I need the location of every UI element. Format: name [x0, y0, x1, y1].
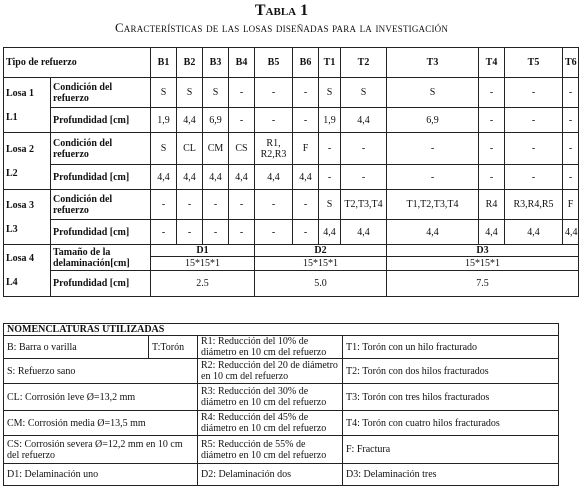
nomenclature-heading: NOMENCLATURAS UTILIZADAS	[4, 324, 559, 336]
table-cell: 15*15*1	[387, 257, 579, 271]
table-cell: 1,9	[319, 108, 341, 133]
losa-name: Losa 1	[6, 87, 35, 99]
table-cell: 4,4	[505, 220, 563, 245]
nomenclature-cell: T4: Torón con cuatro hilos fracturados	[343, 411, 559, 436]
table-cell: 4,4	[341, 108, 387, 133]
table-cell: 4,4	[341, 220, 387, 245]
losa-header	[4, 190, 51, 245]
table-cell: -	[203, 190, 229, 220]
nomenclature-cell: CS: Corrosión severa Ø=12,2 mm en 10 cm del refuerzo	[4, 436, 198, 464]
table-cell: CL	[177, 133, 203, 165]
table-row	[4, 190, 579, 220]
table-cell: -	[341, 165, 387, 190]
losa-name: Losa 4	[6, 253, 35, 264]
table-cell: 5.0	[255, 271, 387, 297]
nomenclature-cell: R1: Reducción del 10% de diámetro en 10 cm del refuerzo	[198, 336, 343, 359]
col-header: B3	[203, 48, 229, 78]
table-row	[4, 108, 579, 133]
table-row	[4, 271, 579, 297]
nomenclature-row	[4, 336, 559, 359]
row-label-depth: Profundidad [cm]	[51, 165, 151, 190]
col-header: T6	[563, 48, 579, 78]
nomenclature-cell: CL: Corrosión leve Ø=13,2 mm	[4, 384, 198, 411]
table-cell: 4,4	[563, 220, 579, 245]
col-header: B6	[293, 48, 319, 78]
losa-code: L4	[6, 277, 18, 288]
table-cell: CS	[229, 133, 255, 165]
nomenclature-cell: D1: Delaminación uno	[4, 464, 198, 486]
table-cell: 6,9	[203, 108, 229, 133]
table-cell: -	[505, 78, 563, 108]
table-cell: T1,T2,T3,T4	[387, 190, 479, 220]
table-cell: -	[293, 78, 319, 108]
table-cell: -	[255, 190, 293, 220]
table-cell: 4,4	[177, 165, 203, 190]
header-label: Tipo de refuerzo	[4, 48, 151, 78]
table-cell: -	[479, 78, 505, 108]
header-row	[4, 48, 579, 78]
losa-code: L2	[6, 167, 18, 179]
table-cell: -	[255, 220, 293, 245]
table-cell: -	[229, 220, 255, 245]
col-header: B4	[229, 48, 255, 78]
table-cell: S	[203, 78, 229, 108]
table-cell: -	[151, 220, 177, 245]
nomenclature-row	[4, 359, 559, 384]
table-cell: R1, R2,R3	[255, 133, 293, 165]
losa-code: L1	[6, 111, 18, 123]
losa-header	[4, 245, 51, 297]
table-cell: -	[177, 220, 203, 245]
table-row	[4, 165, 579, 190]
col-header: B2	[177, 48, 203, 78]
table-cell: 15*15*1	[151, 257, 255, 271]
table-cell: S	[341, 78, 387, 108]
table-cell: -	[341, 133, 387, 165]
table-cell: -	[387, 133, 479, 165]
nomenclature-cell: R3: Reducción del 30% de diámetro en 10 cm del refuerzo	[198, 384, 343, 411]
nomenclature-row	[4, 436, 559, 464]
row-label-depth: Profundidad [cm]	[51, 271, 151, 297]
row-label-condition: Condición del refuerzo	[51, 133, 151, 165]
losa-code: L3	[6, 223, 18, 235]
nomenclature-cell: T2: Torón con dos hilos fracturados	[343, 359, 559, 384]
table-subtitle: Características de las losas diseñadas para la investigación	[114, 20, 449, 35]
table-cell: -	[229, 108, 255, 133]
delamination-header: D1	[151, 245, 255, 257]
col-header: T5	[505, 48, 563, 78]
table-cell: -	[479, 108, 505, 133]
table-cell: -	[563, 108, 579, 133]
table-row	[4, 245, 579, 257]
nomenclature-cell: T1: Torón con un hilo fracturado	[343, 336, 559, 359]
table-cell: -	[479, 165, 505, 190]
table-cell: S	[151, 78, 177, 108]
table-cell: S	[319, 190, 341, 220]
table-cell: 4,4	[229, 165, 255, 190]
table-cell: T2,T3,T4	[341, 190, 387, 220]
nomenclature-cell: S: Refuerzo sano	[4, 359, 198, 384]
table-cell: 15*15*1	[255, 257, 387, 271]
nomenclature-row	[4, 411, 559, 436]
table-cell: S	[319, 78, 341, 108]
table-cell: -	[255, 78, 293, 108]
nomenclature-header-row	[4, 324, 559, 336]
col-header: T3	[387, 48, 479, 78]
table-cell: 1,9	[151, 108, 177, 133]
row-label-depth: Profundidad [cm]	[51, 108, 151, 133]
table-cell: -	[203, 220, 229, 245]
nomenclature-cell: D3: Delaminación tres	[343, 464, 559, 486]
table-cell: 4,4	[255, 165, 293, 190]
col-header: B5	[255, 48, 293, 78]
table-cell: 4,4	[177, 108, 203, 133]
delamination-header: D2	[255, 245, 387, 257]
table-cell: 2.5	[151, 271, 255, 297]
nomenclature-cell: R4: Reducción del 45% de diámetro en 10 cm del refuerzo	[198, 411, 343, 436]
table-cell: -	[151, 190, 177, 220]
table-cell: R3,R4,R5	[505, 190, 563, 220]
col-header: T2	[341, 48, 387, 78]
col-header: T4	[479, 48, 505, 78]
table-cell: -	[319, 165, 341, 190]
nomenclature-cell: CM: Corrosión media Ø=13,5 mm	[4, 411, 198, 436]
table-cell: S	[387, 78, 479, 108]
losa-name: Losa 3	[6, 199, 35, 211]
nomenclature-cell: B: Barra o varilla	[4, 336, 149, 359]
nomenclature-row	[4, 384, 559, 411]
table-cell: S	[177, 78, 203, 108]
table-row	[4, 220, 579, 245]
table-cell: 4,4	[479, 220, 505, 245]
table-cell: -	[293, 190, 319, 220]
table-cell: CM	[203, 133, 229, 165]
table-cell: 4,4	[319, 220, 341, 245]
table-cell: -	[229, 78, 255, 108]
table-cell: 4,4	[203, 165, 229, 190]
table-cell: 6,9	[387, 108, 479, 133]
row-label-depth: Profundidad [cm]	[51, 220, 151, 245]
table-cell: -	[563, 78, 579, 108]
table-cell: -	[563, 133, 579, 165]
table-cell: 4,4	[387, 220, 479, 245]
row-label-condition: Condición del refuerzo	[51, 190, 151, 220]
nomenclature-cell: R2: Reducción del 20 de diámetro en 10 cm del refuerzo	[198, 359, 343, 384]
table-cell: -	[319, 133, 341, 165]
table-cell: 4,4	[293, 165, 319, 190]
table-cell: -	[505, 133, 563, 165]
table-row	[4, 133, 579, 165]
losa-header	[4, 133, 51, 190]
table-cell: F	[563, 190, 579, 220]
col-header: B1	[151, 48, 177, 78]
table-cell: F	[293, 133, 319, 165]
table-cell: 7.5	[387, 271, 579, 297]
nomenclature-cell: T:Torón	[149, 336, 198, 359]
col-header: T1	[319, 48, 341, 78]
row-label-size: Tamaño de la delaminación[cm]	[51, 245, 151, 271]
losa-header	[4, 78, 51, 133]
table-cell: -	[255, 108, 293, 133]
row-label-condition: Condición del refuerzo	[51, 78, 151, 108]
table-cell: -	[479, 133, 505, 165]
table-cell: -	[505, 108, 563, 133]
table-cell: -	[293, 108, 319, 133]
losa-name: Losa 2	[6, 143, 35, 155]
table-cell: 4,4	[151, 165, 177, 190]
nomenclature-cell: R5: Reducción de 55% de diámetro en 10 cm del refuerzo	[198, 436, 343, 464]
table-cell: -	[177, 190, 203, 220]
table-row	[4, 78, 579, 108]
nomenclature-table	[3, 323, 559, 486]
table-cell: -	[387, 165, 479, 190]
table-cell: R4	[479, 190, 505, 220]
table-cell: -	[229, 190, 255, 220]
table-cell: -	[505, 165, 563, 190]
table-cell: S	[151, 133, 177, 165]
table-cell: -	[563, 165, 579, 190]
nomenclature-cell: D2: Delaminación dos	[198, 464, 343, 486]
delamination-header: D3	[387, 245, 579, 257]
table-cell: -	[293, 220, 319, 245]
nomenclature-row	[4, 464, 559, 486]
characteristics-table	[3, 47, 579, 297]
nomenclature-cell: F: Fractura	[343, 436, 559, 464]
nomenclature-cell: T3: Torón con tres hilos fracturados	[343, 384, 559, 411]
table-title: Tabla 1	[254, 2, 309, 19]
